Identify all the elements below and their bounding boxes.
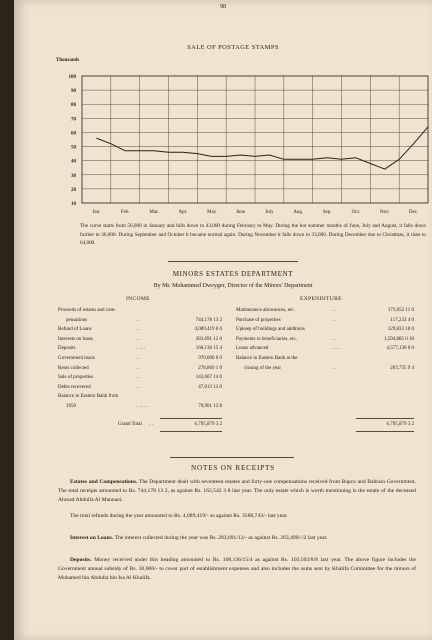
- account-amount: 1,594,885 0 10: [384, 336, 414, 342]
- account-label: closing of the year: [244, 365, 282, 371]
- income-table: [58, 306, 224, 412]
- grand-total-label: Grand Total: [118, 422, 142, 427]
- account-row: [58, 373, 224, 383]
- account-row: [58, 392, 224, 402]
- y-tick-label: 40: [71, 159, 76, 165]
- account-label: Balance in Eastern Bank at the: [236, 355, 298, 361]
- account-row: [58, 325, 224, 335]
- leader-dots: . .: [136, 384, 140, 390]
- account-label: Interests on loans: [58, 336, 93, 342]
- note-paragraph-estates: [58, 478, 416, 504]
- account-amount: 744,178 13 2: [195, 317, 222, 323]
- y-tick-label: 70: [71, 117, 76, 123]
- account-label: 1950: [66, 403, 76, 409]
- income-total-label-row: [118, 420, 153, 430]
- account-label: Rents collected: [58, 365, 89, 371]
- notes-divider: [170, 457, 294, 458]
- account-label: Maintenance allowances, etc.: [236, 308, 295, 313]
- leader-dots: . .: [332, 308, 336, 313]
- y-tick-label: 10: [71, 202, 76, 207]
- income-total-rule-bottom: [160, 431, 222, 432]
- account-amount: 4,089,419 0 0: [194, 327, 222, 333]
- account-label: Government loans: [58, 355, 95, 361]
- income-total-rule-top: [160, 418, 222, 419]
- account-label: Deposits: [58, 346, 76, 352]
- notes-heading: NOTES ON RECEIPTS: [191, 464, 275, 472]
- account-row: [236, 316, 414, 326]
- y-tick-label: 80: [71, 103, 76, 109]
- expenditure-table: [236, 306, 414, 373]
- account-row: [58, 354, 224, 364]
- account-amount: 168,136 15 4: [195, 346, 222, 352]
- note-text: Money received under this heading amounted to Rs. 168,136/15/4 as against Rs. 103,503/8/8 last year. The above figure includes the Government annual subsidy of Rs. 30,000/- to cover part of establishment expenses and also includes the sums sent by Khalifa Committee for the minors of Mohamed bin Abdulla bin Isa Al Khalifa.: [58, 557, 416, 581]
- chart-caption: The curve starts from 56,000 in January and falls down to 43,000 during February to May. During the hot summer months of June, July and August, it falls down further to 36,000. During September and October it became normal again. During November it falls down to 33,000. During December due to Christmas, it rises to 64,000.: [80, 223, 426, 247]
- account-row: [58, 402, 224, 412]
- account-label: pensations: [66, 317, 88, 323]
- account-label: Refund of Loans: [58, 327, 92, 333]
- y-tick-label: 20: [71, 187, 76, 193]
- account-amount: 4,577,130 0 0: [386, 346, 414, 352]
- x-tick-label: July: [265, 210, 274, 215]
- leader-dots: . .: [136, 336, 140, 342]
- note-lead: Deposits.: [70, 557, 92, 563]
- income-grand-total: 6,795,879 3 2: [194, 422, 222, 427]
- account-amount: 129,833 10 0: [387, 327, 414, 333]
- note-paragraph-refunds: [58, 512, 416, 521]
- expenditure-grand-total: 6,795,879 3 2: [386, 422, 414, 427]
- x-tick-label: Mar.: [149, 210, 159, 215]
- account-row: [58, 335, 224, 345]
- account-row: [58, 383, 224, 393]
- account-row: [58, 344, 224, 354]
- account-row: [236, 325, 414, 335]
- leader-dots: . . . .: [136, 346, 145, 352]
- expenditure-total-rule-top: [356, 418, 414, 419]
- account-row: [58, 316, 224, 326]
- x-tick-label: Dec.: [408, 210, 419, 215]
- y-tick-label: 90: [71, 89, 76, 95]
- account-label: Purchase of properties: [236, 317, 281, 323]
- account-amount: 117,232 4 0: [390, 317, 414, 323]
- x-tick-label: May: [207, 210, 217, 215]
- x-tick-label: June: [235, 210, 246, 215]
- x-tick-label: Nov.: [379, 210, 390, 215]
- leader-dots: . .: [136, 317, 140, 323]
- department-byline: By Mr. Mohammed Dweyger, Director of the Minors' Department: [153, 283, 313, 289]
- account-row: [236, 344, 414, 354]
- account-amount: 203,735 9 4: [390, 365, 414, 371]
- account-row: [236, 306, 414, 316]
- chart-y-unit-label: Thousands: [56, 58, 80, 63]
- y-tick-label: 30: [71, 173, 76, 179]
- leader-dots: . .: [332, 317, 336, 323]
- leader-dots: . .: [136, 327, 140, 333]
- account-amount: 47,013 13 0: [198, 384, 222, 390]
- leader-dots: . .: [332, 336, 336, 342]
- account-amount: 173,052 11 0: [387, 308, 414, 313]
- account-row: [236, 335, 414, 345]
- note-text: The total refunds during the year amounted to Rs. 4,089,419/- as against Rs. 3588,743/- last year.: [70, 513, 288, 519]
- x-tick-label: Sep.: [322, 210, 332, 215]
- account-amount: 143,667 14 0: [195, 375, 222, 381]
- account-label: Debts recovered: [58, 384, 91, 390]
- account-label: Upkeep of buildings and additions: [236, 327, 305, 333]
- account-amount: 278,869 1 0: [198, 365, 222, 371]
- document-page: [14, 0, 432, 640]
- leader-dots: . . . .: [332, 346, 341, 352]
- x-tick-label: Jan.: [92, 210, 101, 215]
- income-heading: INCOME: [126, 296, 150, 302]
- expenditure-heading: EXPENDITURE: [300, 296, 342, 302]
- account-label: Balance in Eastern Bank from: [58, 394, 119, 400]
- account-row: [236, 354, 414, 364]
- x-tick-label: Feb.: [120, 210, 130, 215]
- account-row: [236, 364, 414, 374]
- note-text: The Department dealt with seventeen estates and forty-one compensations received from Bapco and Bahrain Government. The total receipts amounted to Rs. 744,178 13 2, as against Rs. 162,542 3 8 last year. The only estate which is worth mentioning is the estate of the deceased Ahmad Abdulla Al Mannaei.: [58, 479, 416, 503]
- y-tick-label: 60: [71, 131, 76, 137]
- note-lead: Estates and Compensations.: [70, 479, 138, 485]
- account-amount: 283,691 12 0: [195, 336, 222, 342]
- leader-dots: . .: [332, 365, 336, 371]
- note-paragraph-deposits: [58, 556, 416, 582]
- department-title: MINORS ESTATES DEPARTMENT: [172, 270, 294, 278]
- leader-dots: . .: [136, 365, 140, 371]
- leader-dots: . .: [136, 375, 140, 381]
- account-label: Sale of properties: [58, 375, 94, 381]
- stamp-sales-line: [96, 127, 428, 169]
- x-tick-label: Aug.: [293, 210, 304, 215]
- page-number: 98: [220, 4, 226, 10]
- leader-dots: . .: [136, 355, 140, 361]
- x-tick-label: Oct.: [351, 210, 361, 215]
- chart-title: SALE OF POSTAGE STAMPS: [187, 44, 279, 51]
- account-amount: 70,901 13 8: [198, 403, 222, 409]
- account-label: Loans advanced: [236, 346, 269, 352]
- section-divider: [168, 261, 298, 262]
- note-text: The interest collected during the year was Rs. 283,691/12/- as against Rs. 263,490/-/2 last year.: [113, 535, 328, 541]
- grand-total-dots: . .: [149, 422, 153, 427]
- y-tick-label: 50: [71, 145, 76, 151]
- note-lead: Interest on Loans.: [70, 535, 114, 541]
- account-row: [58, 306, 224, 316]
- y-tick-label: 100: [68, 75, 76, 80]
- x-tick-label: Apr.: [178, 210, 188, 215]
- account-label: Payments to beneficiaries, etc.: [236, 336, 297, 342]
- account-label: Proceeds of estates and com-: [58, 308, 117, 313]
- note-paragraph-interest: [58, 534, 416, 543]
- account-row: [58, 364, 224, 374]
- postage-stamps-chart: [14, 0, 432, 220]
- expenditure-total-rule-bottom: [356, 431, 414, 432]
- account-amount: 970,000 0 0: [198, 355, 222, 361]
- leader-dots: . . . . . .: [136, 403, 150, 409]
